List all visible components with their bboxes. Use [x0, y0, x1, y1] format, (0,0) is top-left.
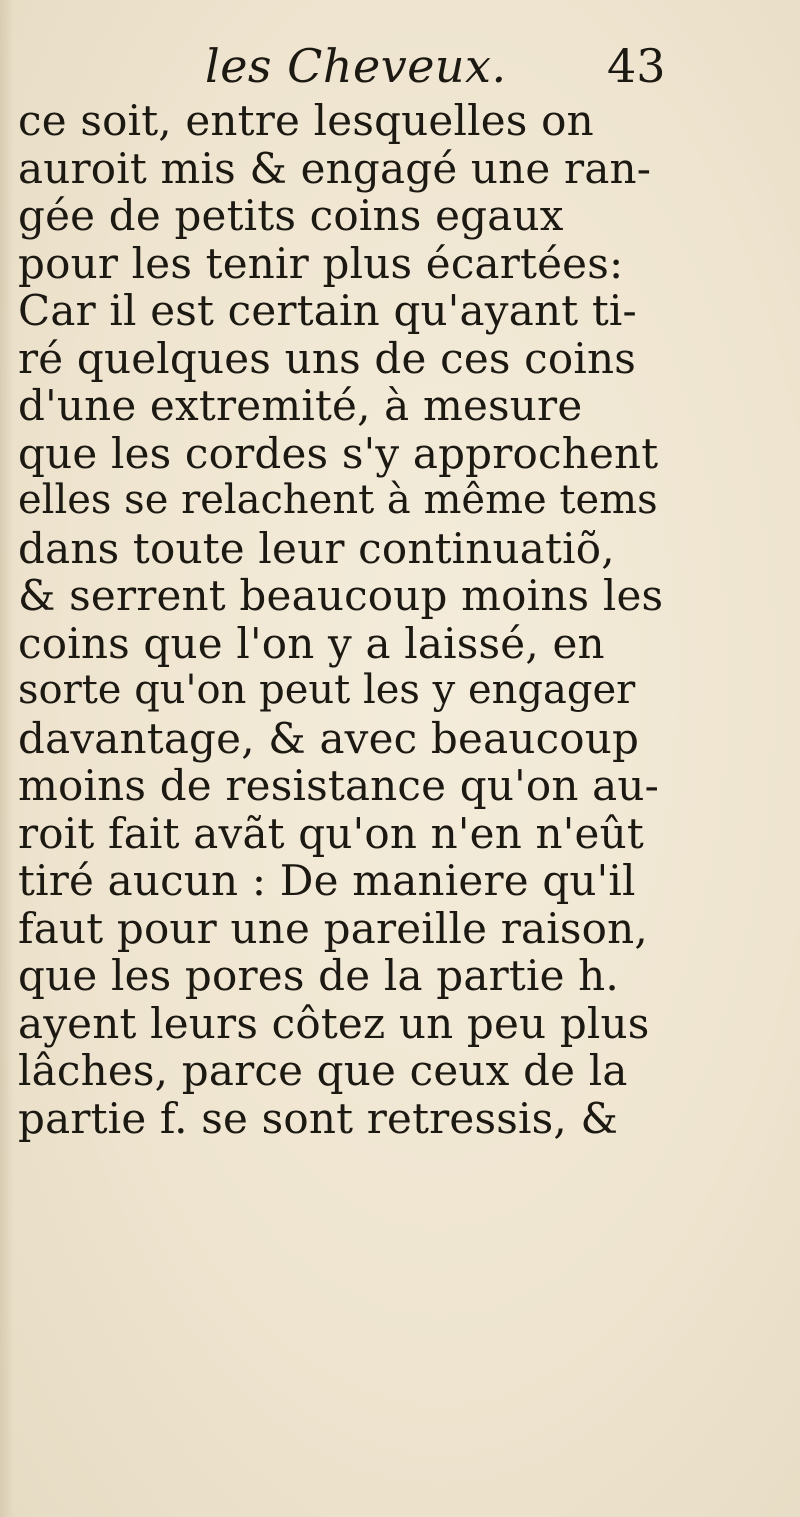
text-line: elles se relachent à même tems: [18, 477, 658, 523]
text-line: ré quelques uns de ces coins: [18, 333, 637, 383]
text-line: roit fait avãt qu'on n'en n'eût: [18, 808, 644, 858]
text-line: partie f. se sont retressis, &: [18, 1093, 619, 1143]
body-text: [18, 97, 778, 1387]
page-header: [0, 38, 800, 98]
text-line: Car il est certain qu'ayant ti-: [18, 286, 637, 335]
text-line: ce soit, entre lesquelles on: [18, 97, 594, 145]
text-line: dans toute leur continuatiõ,: [18, 523, 615, 573]
text-line: sorte qu'on peut les y engager: [18, 667, 636, 713]
binding-gutter: [0, 0, 14, 1517]
text-line: tiré aucun : De maniere qu'il: [18, 856, 636, 905]
text-line: & serrent beaucoup moins les: [18, 571, 664, 620]
text-line: que les pores de la partie h.: [18, 951, 619, 1000]
text-line: davantage, & avec beaucoup: [18, 713, 640, 763]
text-line: faut pour une pareille raison,: [18, 903, 648, 953]
text-line: ayent leurs côtez un peu plus: [18, 998, 650, 1048]
text-line: auroit mis & engagé une ran-: [18, 143, 652, 193]
text-line: gée de petits coins egaux: [18, 191, 564, 240]
text-line: lâches, parce que ceux de la: [18, 1046, 628, 1095]
text-line: coins que l'on y a laissé, en: [18, 618, 605, 668]
text-line: pour les tenir plus écartées:: [18, 238, 624, 288]
page-number: 43: [607, 39, 666, 93]
running-title: les Cheveux.: [205, 39, 507, 93]
text-line: d'une extremité, à mesure: [18, 381, 583, 430]
text-line: moins de resistance qu'on au-: [18, 761, 660, 810]
text-line: que les cordes s'y approchent: [18, 428, 659, 478]
